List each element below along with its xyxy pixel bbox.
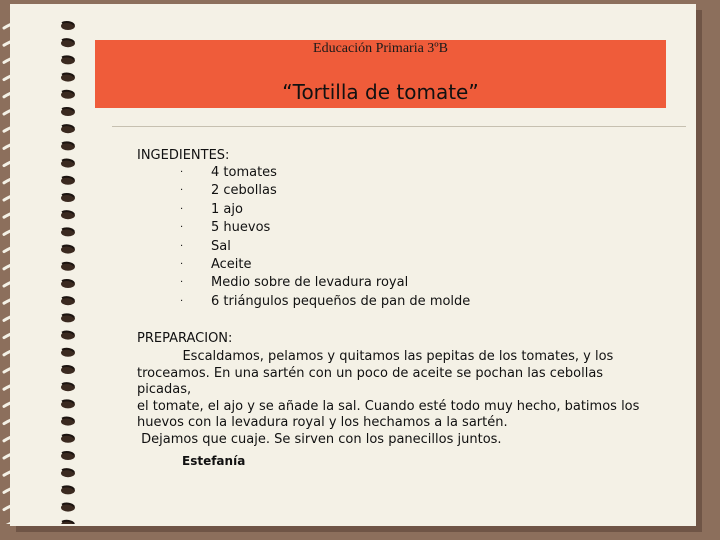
binding-ring: [4, 277, 64, 286]
recipe-title: “Tortilla de tomate”: [282, 80, 479, 104]
ingredient-text: 5 huevos: [211, 220, 271, 236]
ingredient-text: Medio sobre de levadura royal: [211, 275, 409, 291]
binding-ring: [4, 71, 64, 80]
divider: [112, 126, 686, 127]
binding-ring: [4, 329, 64, 338]
binding-ring: [4, 294, 64, 303]
binding-ring: [4, 225, 64, 234]
bullet-icon: ·: [180, 203, 184, 215]
binding-ring: [4, 466, 64, 475]
binding-ring: [4, 53, 64, 62]
ingredient-text: 4 tomates: [211, 165, 277, 180]
ingredient-text: 6 triángulos pequeños de pan de molde: [211, 293, 471, 309]
binding-ring: [4, 397, 64, 406]
bullet-icon: ·: [180, 277, 184, 289]
ingredient-text: 2 cebollas: [211, 183, 277, 199]
preparation-heading: PREPARACION:: [137, 331, 233, 346]
ingredient-text: 1 ajo: [211, 201, 243, 217]
preparation-line: troceamos. En una sartén con un poco de aceite se pochan las cebollas picadas,: [137, 365, 604, 397]
bullet-icon: ·: [180, 240, 184, 252]
author-name: Estefanía: [182, 454, 246, 468]
binding-ring: [4, 174, 64, 183]
preparation-line: el tomate, el ajo y se añade la sal. Cuando esté todo muy hecho, batimos los: [137, 398, 640, 414]
binding-ring: [4, 88, 64, 97]
school-label: Educación Primaria 3ºB: [313, 41, 448, 56]
preparation-line: huevos con la levadura royal y los hechamos a la sartén.: [137, 415, 508, 430]
binding-ring: [4, 518, 64, 524]
binding-ring: [4, 449, 64, 458]
binding-ring: [4, 346, 64, 355]
binding-ring: [4, 191, 64, 200]
binding-ring: [4, 122, 64, 131]
binding-ring: [4, 139, 64, 148]
ingredient-text: Aceite: [211, 256, 252, 272]
binding-ring: [4, 363, 64, 372]
ingredient-text: Sal: [211, 238, 231, 254]
bullet-icon: ·: [180, 185, 184, 197]
binding-ring: [4, 483, 64, 492]
preparation-line: Escaldamos, pelamos y quitamos las pepitas de los tomates, y los: [137, 349, 614, 364]
binding-ring: [4, 243, 64, 252]
preparation-text: [137, 349, 657, 448]
binding-ring: [4, 311, 64, 320]
binding-ring: [4, 157, 64, 166]
preparation-line: Dejamos que cuaje. Se sirven con los panecillos juntos.: [137, 431, 502, 447]
bullet-icon: ·: [180, 258, 184, 270]
binding-ring: [4, 36, 64, 45]
ingredients-heading: INGEDIENTES:: [137, 148, 230, 163]
bullet-icon: ·: [180, 295, 184, 307]
binding-ring: [4, 260, 64, 269]
spiral-binding-icon: [0, 12, 80, 524]
bullet-icon: ·: [180, 167, 184, 178]
binding-ring: [4, 380, 64, 389]
bullet-icon: ·: [180, 222, 184, 234]
binding-ring: [4, 19, 64, 28]
binding-ring: [4, 208, 64, 217]
binding-ring: [4, 432, 64, 441]
binding-ring: [4, 501, 64, 510]
binding-ring: [4, 105, 64, 114]
binding-ring: [4, 415, 64, 424]
